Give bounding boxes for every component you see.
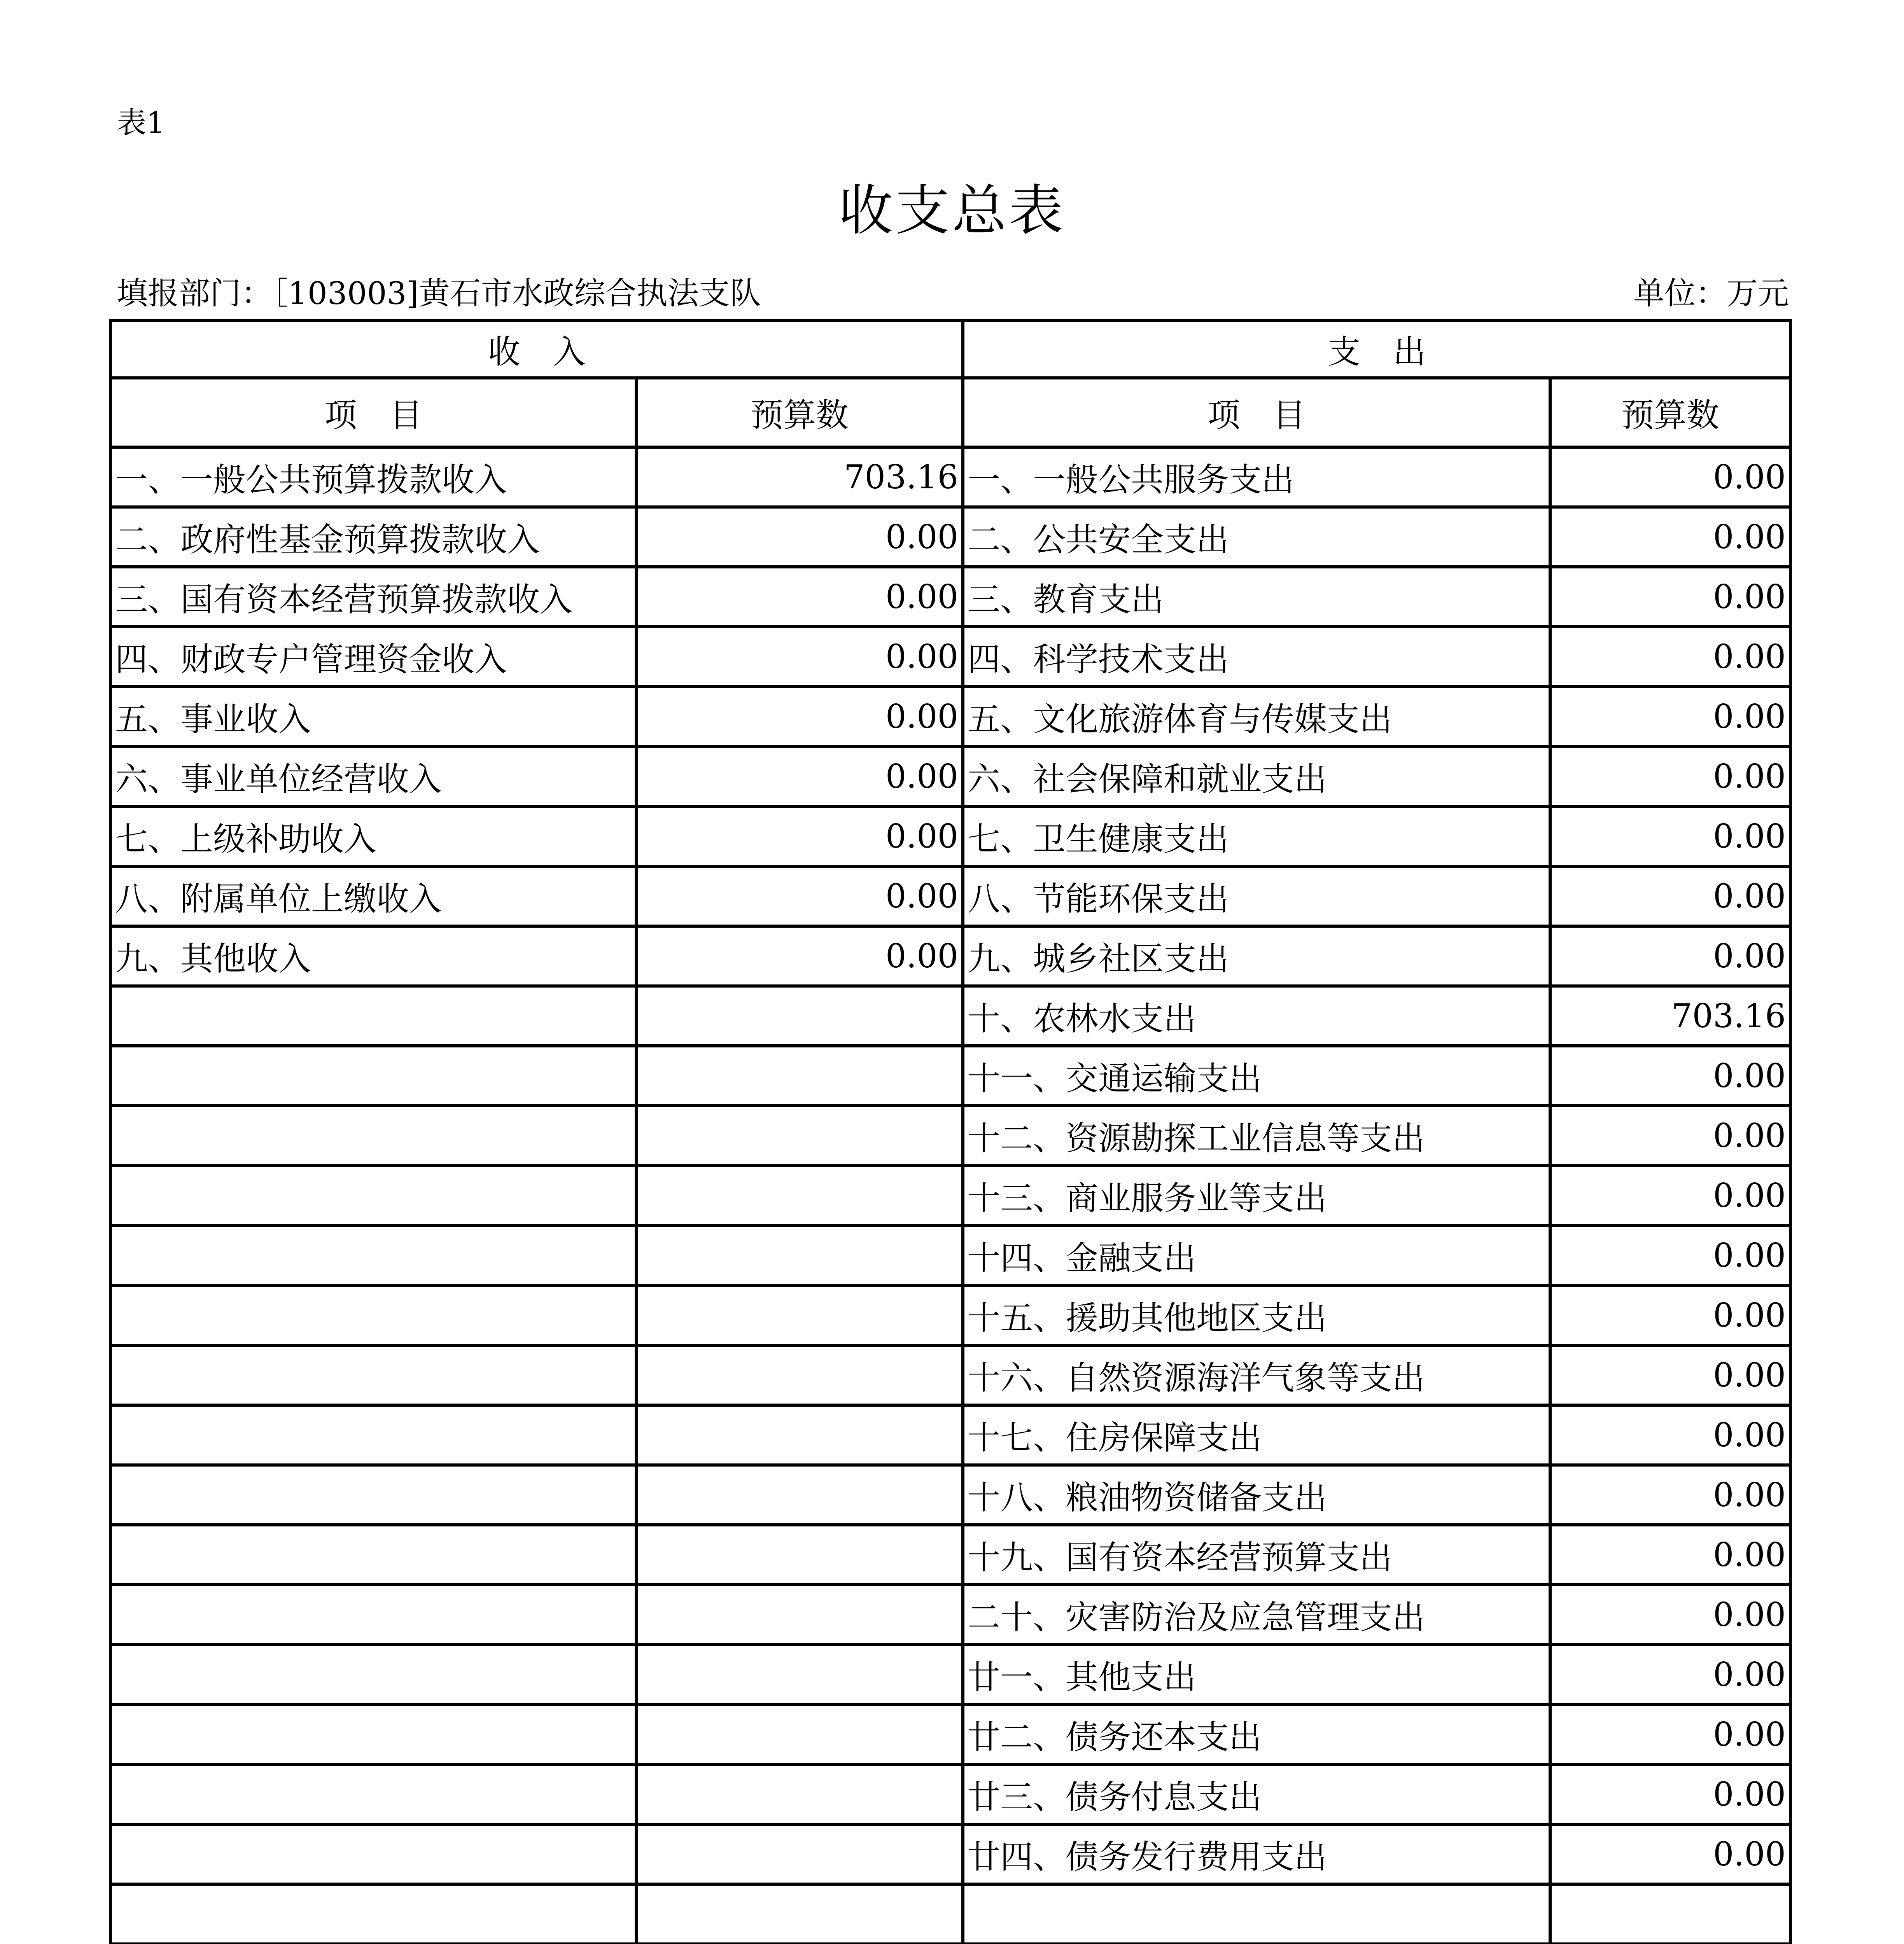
income-item-cell <box>110 1285 636 1345</box>
expense-budget-cell: 0.00 <box>1550 1465 1790 1525</box>
income-budget-cell <box>636 1465 963 1525</box>
income-item-cell: 一、一般公共预算拨款收入 <box>110 447 636 507</box>
income-item-cell <box>110 1645 636 1704</box>
expense-budget-cell: 0.00 <box>1550 567 1790 627</box>
income-item-cell <box>110 1166 636 1225</box>
table-row <box>110 1764 1790 1824</box>
income-item-cell <box>110 1764 636 1824</box>
expense-item-cell: 十三、商业服务业等支出 <box>963 1166 1550 1225</box>
expense-budget-cell: 0.00 <box>1550 447 1790 507</box>
expense-budget-cell: 0.00 <box>1550 806 1790 866</box>
income-budget-cell: 0.00 <box>636 806 963 866</box>
income-budget-header: 预算数 <box>636 378 963 447</box>
expense-item-cell: 廿一、其他支出 <box>963 1645 1550 1704</box>
expense-item-cell <box>963 1884 1550 1944</box>
income-item-cell <box>110 1704 636 1764</box>
expense-budget-cell: 0.00 <box>1550 1345 1790 1405</box>
income-item-cell: 七、上级补助收入 <box>110 806 636 866</box>
income-item-cell: 三、国有资本经营预算拨款收入 <box>110 567 636 627</box>
income-item-cell: 五、事业收入 <box>110 687 636 746</box>
income-budget-cell <box>636 1166 963 1225</box>
income-item-cell: 六、事业单位经营收入 <box>110 746 636 806</box>
income-budget-cell <box>636 1704 963 1764</box>
expense-budget-cell: 0.00 <box>1550 1106 1790 1166</box>
expense-item-cell: 四、科学技术支出 <box>963 627 1550 687</box>
expense-header: 支 出 <box>963 320 1790 378</box>
income-item-cell <box>110 1405 636 1465</box>
expense-item-cell: 三、教育支出 <box>963 567 1550 627</box>
table-row <box>110 806 1790 866</box>
income-budget-cell <box>636 1405 963 1465</box>
expense-item-cell: 九、城乡社区支出 <box>963 926 1550 986</box>
income-budget-cell <box>636 1345 963 1405</box>
income-budget-cell: 0.00 <box>636 687 963 746</box>
income-budget-cell <box>636 1764 963 1824</box>
income-item-cell <box>110 1225 636 1285</box>
expense-item-cell: 十二、资源勘探工业信息等支出 <box>963 1106 1550 1166</box>
table-row <box>110 926 1790 986</box>
income-budget-cell: 703.16 <box>636 447 963 507</box>
expense-item-cell: 廿四、债务发行费用支出 <box>963 1824 1550 1884</box>
expense-budget-cell: 0.00 <box>1550 1285 1790 1345</box>
expense-item-cell: 二、公共安全支出 <box>963 507 1550 567</box>
expense-budget-cell: 0.00 <box>1550 866 1790 926</box>
expense-budget-cell: 0.00 <box>1550 1046 1790 1106</box>
table-row <box>110 1285 1790 1345</box>
table-row <box>110 866 1790 926</box>
income-budget-cell <box>636 1525 963 1585</box>
expense-item-cell: 十七、住房保障支出 <box>963 1405 1550 1465</box>
expense-budget-cell: 0.00 <box>1550 1585 1790 1645</box>
expense-item-cell: 十八、粮油物资储备支出 <box>963 1465 1550 1525</box>
table-row <box>110 1704 1790 1764</box>
expense-budget-cell: 0.00 <box>1550 1525 1790 1585</box>
expense-item-cell: 一、一般公共服务支出 <box>963 447 1550 507</box>
income-budget-cell <box>636 1585 963 1645</box>
income-item-cell <box>110 1046 636 1106</box>
income-budget-cell: 0.00 <box>636 746 963 806</box>
income-item-cell: 九、其他收入 <box>110 926 636 986</box>
income-budget-cell <box>636 1046 963 1106</box>
expense-budget-cell: 0.00 <box>1550 1824 1790 1884</box>
expense-item-cell: 廿二、债务还本支出 <box>963 1704 1550 1764</box>
table-row <box>110 567 1790 627</box>
expense-item-cell: 十四、金融支出 <box>963 1225 1550 1285</box>
table-row <box>110 1645 1790 1704</box>
table-row <box>110 1345 1790 1405</box>
expense-budget-cell: 0.00 <box>1550 746 1790 806</box>
expense-budget-cell: 0.00 <box>1550 926 1790 986</box>
income-item-cell <box>110 1585 636 1645</box>
income-budget-cell <box>636 1106 963 1166</box>
expense-budget-cell: 0.00 <box>1550 507 1790 567</box>
income-item-cell <box>110 1465 636 1525</box>
expense-item-cell: 五、文化旅游体育与传媒支出 <box>963 687 1550 746</box>
expense-item-cell: 六、社会保障和就业支出 <box>963 746 1550 806</box>
income-budget-cell <box>636 1824 963 1884</box>
income-budget-cell: 0.00 <box>636 866 963 926</box>
expense-item-cell: 十六、自然资源海洋气象等支出 <box>963 1345 1550 1405</box>
expense-budget-cell: 0.00 <box>1550 1166 1790 1225</box>
table-row <box>110 627 1790 687</box>
expense-budget-cell: 0.00 <box>1550 1405 1790 1465</box>
income-item-cell <box>110 1525 636 1585</box>
table-row <box>110 1525 1790 1585</box>
income-budget-cell: 0.00 <box>636 926 963 986</box>
expense-item-cell: 十五、援助其他地区支出 <box>963 1285 1550 1345</box>
income-budget-cell <box>636 1884 963 1944</box>
income-item-cell <box>110 1106 636 1166</box>
income-budget-cell: 0.00 <box>636 567 963 627</box>
table-row <box>110 1166 1790 1225</box>
table-row <box>110 1405 1790 1465</box>
table-row <box>110 447 1790 507</box>
income-budget-cell <box>636 1225 963 1285</box>
table-row <box>110 1884 1790 1944</box>
reporting-department: 填报部门：［103003]黄石市水政综合执法支队 <box>117 275 761 311</box>
expense-budget-cell: 703.16 <box>1550 986 1790 1046</box>
table-row <box>110 687 1790 746</box>
table-row <box>110 507 1790 567</box>
expense-item-cell: 十、农林水支出 <box>963 986 1550 1046</box>
income-item-cell: 二、政府性基金预算拨款收入 <box>110 507 636 567</box>
income-header: 收 入 <box>110 320 963 378</box>
table-row <box>110 1225 1790 1285</box>
income-budget-cell <box>636 1285 963 1345</box>
expense-item-cell: 十九、国有资本经营预算支出 <box>963 1525 1550 1585</box>
table-row <box>110 1106 1790 1166</box>
expense-item-cell: 七、卫生健康支出 <box>963 806 1550 866</box>
income-item-cell: 四、财政专户管理资金收入 <box>110 627 636 687</box>
table-row <box>110 1465 1790 1525</box>
header-row-sections <box>110 320 1790 378</box>
expense-item-cell: 八、节能环保支出 <box>963 866 1550 926</box>
table-row <box>110 1585 1790 1645</box>
income-budget-cell <box>636 1645 963 1704</box>
page-title: 收支总表 <box>838 179 1066 243</box>
expense-item-cell: 二十、灾害防治及应急管理支出 <box>963 1585 1550 1645</box>
table-number: 表1 <box>117 105 165 140</box>
budget-table <box>109 319 1792 1944</box>
income-item-header: 项 目 <box>110 378 636 447</box>
income-item-cell <box>110 1824 636 1884</box>
unit-label: 单位：万元 <box>1633 275 1789 311</box>
income-budget-cell <box>636 986 963 1046</box>
income-budget-cell: 0.00 <box>636 507 963 567</box>
income-item-cell <box>110 986 636 1046</box>
table-row <box>110 1824 1790 1884</box>
header-row-columns <box>110 378 1790 447</box>
expense-item-cell: 廿三、债务付息支出 <box>963 1764 1550 1824</box>
income-item-cell <box>110 1345 636 1405</box>
expense-budget-cell: 0.00 <box>1550 687 1790 746</box>
income-item-cell: 八、附属单位上缴收入 <box>110 866 636 926</box>
income-budget-cell: 0.00 <box>636 627 963 687</box>
expense-budget-cell: 0.00 <box>1550 1645 1790 1704</box>
expense-budget-cell <box>1550 1884 1790 1944</box>
expense-budget-header: 预算数 <box>1550 378 1790 447</box>
expense-budget-cell: 0.00 <box>1550 1225 1790 1285</box>
table-row <box>110 746 1790 806</box>
expense-budget-cell: 0.00 <box>1550 1704 1790 1764</box>
expense-item-cell: 十一、交通运输支出 <box>963 1046 1550 1106</box>
expense-budget-cell: 0.00 <box>1550 1764 1790 1824</box>
table-row <box>110 986 1790 1046</box>
table-row <box>110 1046 1790 1106</box>
income-item-cell <box>110 1884 636 1944</box>
expense-item-header: 项 目 <box>963 378 1550 447</box>
expense-budget-cell: 0.00 <box>1550 627 1790 687</box>
